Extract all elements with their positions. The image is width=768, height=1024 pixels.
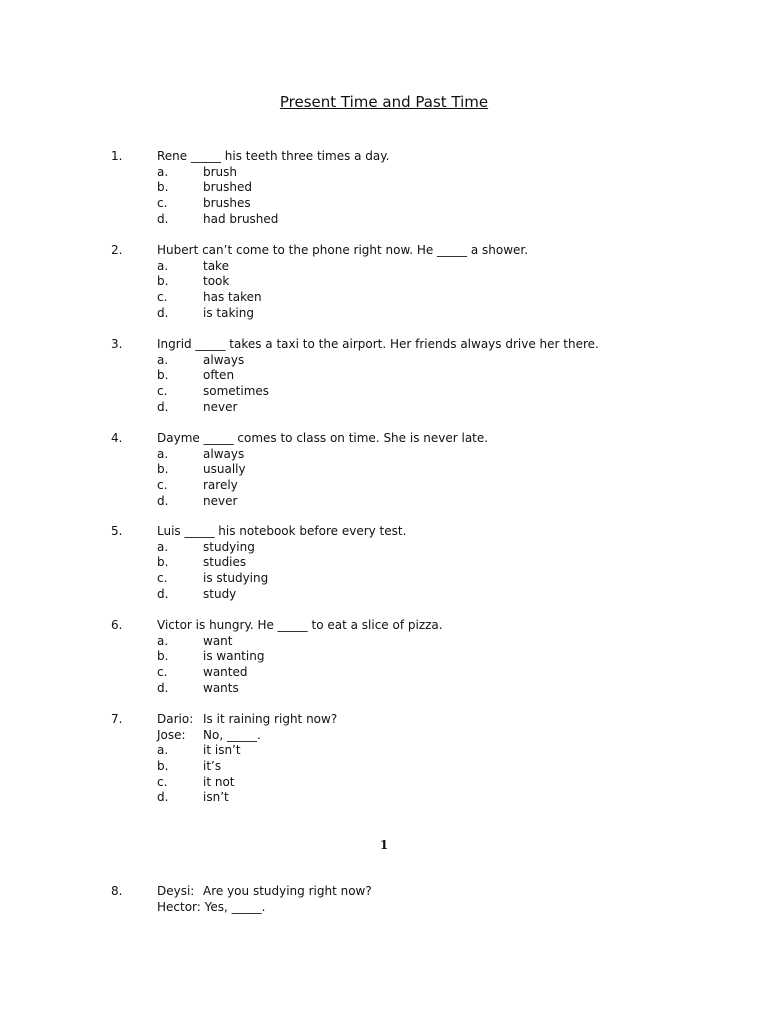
option-text: wants [203, 680, 239, 695]
answer-option [0, 571, 768, 587]
option-text: has taken [203, 290, 262, 305]
option-letter: a. [157, 446, 169, 461]
option-letter: b. [157, 368, 169, 383]
option-letter: b. [157, 180, 169, 195]
option-text: studying [203, 539, 255, 554]
option-letter: b. [157, 462, 169, 477]
answer-option [0, 165, 768, 181]
option-text: it isn’t [203, 743, 241, 758]
option-text: it’s [203, 759, 222, 774]
dialogue-speaker: Dario: [157, 712, 194, 726]
question-number: 4. [111, 431, 123, 445]
option-letter: d. [157, 680, 169, 695]
option-text: had brushed [203, 211, 279, 226]
dialogue-speaker: Jose: [157, 727, 186, 742]
question-stem: Victor is hungry. He _____ to eat a slice of pizza. [157, 618, 443, 632]
question-stem: Ingrid _____ takes a taxi to the airport. Her friends always drive her there. [157, 337, 599, 351]
question-4 [0, 431, 768, 509]
option-letter: a. [157, 743, 169, 758]
option-letter: c. [157, 478, 168, 493]
answer-option [0, 400, 768, 416]
option-letter: d. [157, 211, 169, 226]
option-letter: d. [157, 790, 169, 805]
question-number: 6. [111, 618, 123, 632]
option-text: brush [203, 164, 238, 179]
question-8 [0, 884, 768, 915]
answer-option [0, 665, 768, 681]
answer-option [0, 775, 768, 791]
answer-option [0, 494, 768, 510]
answer-option [0, 353, 768, 369]
option-text: it not [203, 774, 235, 789]
answer-option [0, 634, 768, 650]
question-stem: Luis _____ his notebook before every test. [157, 524, 407, 538]
option-letter: c. [157, 774, 168, 789]
answer-option [0, 384, 768, 400]
option-text: wanted [203, 665, 248, 680]
option-letter: d. [157, 493, 169, 508]
option-text: take [203, 258, 229, 273]
option-letter: d. [157, 586, 169, 601]
option-text: is wanting [203, 649, 265, 664]
question-1 [0, 149, 768, 227]
option-letter: b. [157, 759, 169, 774]
dialogue-speaker: Deysi: [157, 884, 195, 898]
option-text: is taking [203, 305, 254, 320]
option-letter: c. [157, 571, 168, 586]
question-stem: Rene _____ his teeth three times a day. [157, 149, 390, 163]
question-stem: Dayme _____ comes to class on time. She is never late. [157, 431, 489, 445]
option-letter: a. [157, 539, 169, 554]
answer-option [0, 555, 768, 571]
option-letter: c. [157, 290, 168, 305]
option-letter: c. [157, 196, 168, 211]
option-text: often [203, 368, 235, 383]
option-text: never [203, 493, 238, 508]
option-text: want [203, 633, 233, 648]
option-letter: a. [157, 352, 169, 367]
option-text: always [203, 446, 245, 461]
option-letter: d. [157, 399, 169, 414]
question-stem: Hubert can’t come to the phone right now. He _____ a shower. [157, 243, 529, 257]
question-5 [0, 524, 768, 602]
answer-option [0, 447, 768, 463]
option-letter: a. [157, 164, 169, 179]
option-letter: d. [157, 305, 169, 320]
page-number: 1 [379, 838, 389, 852]
answer-option [0, 290, 768, 306]
answer-option [0, 368, 768, 384]
answer-option [0, 790, 768, 806]
answer-option [0, 259, 768, 275]
answer-option [0, 274, 768, 290]
option-letter: c. [157, 384, 168, 399]
answer-option [0, 759, 768, 775]
option-text: always [203, 352, 245, 367]
page-title: Present Time and Past Time [279, 93, 489, 111]
question-6 [0, 618, 768, 696]
question-number: 2. [111, 243, 123, 257]
answer-option [0, 306, 768, 322]
answer-option [0, 462, 768, 478]
question-number: 7. [111, 712, 123, 726]
option-text: studies [203, 555, 247, 570]
option-letter: b. [157, 649, 169, 664]
question-3 [0, 337, 768, 415]
dialogue-line: No, _____. [203, 727, 261, 742]
answer-option [0, 212, 768, 228]
answer-option [0, 478, 768, 494]
question-number: 3. [111, 337, 123, 351]
question-7 [0, 712, 768, 806]
question-number: 1. [111, 149, 123, 163]
option-text: sometimes [203, 384, 270, 399]
answer-option [0, 180, 768, 196]
option-letter: c. [157, 665, 168, 680]
answer-option [0, 196, 768, 212]
option-letter: b. [157, 274, 169, 289]
option-text: brushes [203, 196, 251, 211]
question-number: 5. [111, 524, 123, 538]
question-number: 8. [111, 884, 123, 898]
option-text: isn’t [203, 790, 229, 805]
option-letter: b. [157, 555, 169, 570]
answer-option [0, 681, 768, 697]
answer-option [0, 587, 768, 603]
option-text: brushed [203, 180, 253, 195]
option-text: never [203, 399, 238, 414]
dialogue-line: Are you studying right now? [203, 884, 372, 898]
question-2 [0, 243, 768, 321]
option-letter: a. [157, 633, 169, 648]
option-text: usually [203, 462, 246, 477]
dialogue-line: Hector: Yes, _____. [157, 899, 266, 914]
answer-option [0, 743, 768, 759]
answer-option [0, 540, 768, 556]
option-letter: a. [157, 258, 169, 273]
option-text: study [203, 586, 237, 601]
option-text: rarely [203, 478, 238, 493]
answer-option [0, 649, 768, 665]
option-text: is studying [203, 571, 269, 586]
dialogue-line: Is it raining right now? [203, 712, 338, 726]
option-text: took [203, 274, 230, 289]
